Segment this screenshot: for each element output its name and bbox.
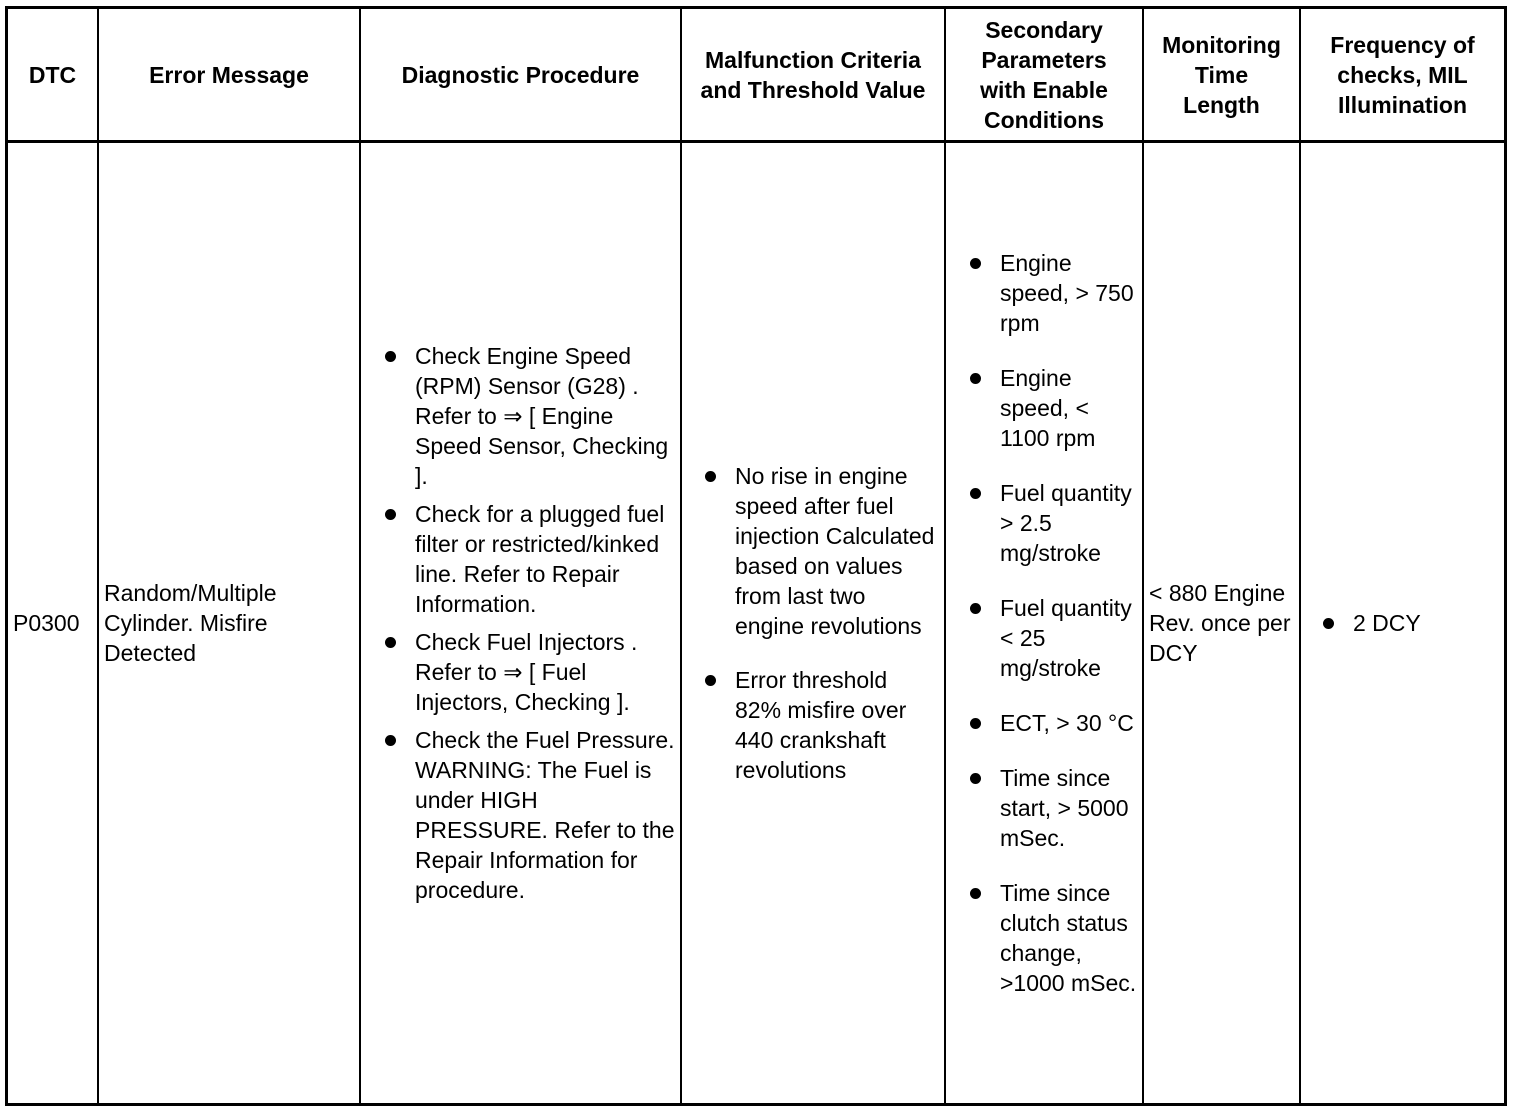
monitoring-time-cell: [1149, 143, 1294, 1103]
error-message: Random/Multiple Cylinder. Misfire Detected: [104, 580, 277, 666]
diagnostic-procedure-list: [385, 341, 675, 905]
dtc-code-cell: [13, 143, 97, 1103]
list-item: Check for a plugged fuel filter or restricted/kinked line. Refer to Repair Information.: [385, 499, 675, 619]
header-diagnostic-procedure: Diagnostic Procedure: [401, 61, 640, 88]
column-divider: [359, 9, 361, 1103]
header-error-message: Error Message: [149, 61, 309, 88]
list-item: Fuel quantity < 25 mg/stroke: [970, 593, 1142, 683]
list-item: Engine speed, > 750 rpm: [970, 248, 1142, 338]
list-item: Check the Fuel Pressure. WARNING: The Fuel is under HIGH PRESSURE. Refer to the Repair Information for procedure.: [385, 725, 675, 905]
list-item: Error threshold 82% misfire over 440 crankshaft revolutions: [705, 665, 937, 785]
column-divider: [1142, 9, 1144, 1103]
dtc-table: [5, 6, 1507, 1106]
header-secondary-parameters: Secondary Parameters with Enable Conditions: [980, 16, 1108, 133]
malfunction-criteria-cell: [705, 143, 937, 1103]
diagnostic-procedure-cell: [385, 143, 675, 1103]
dtc-code: P0300: [13, 610, 80, 636]
list-item: Check Engine Speed (RPM) Sensor (G28) . Refer to ⇒ [ Engine Speed Sensor, Checking ].: [385, 341, 675, 491]
list-item: Engine speed, < 1100 rpm: [970, 363, 1142, 453]
list-item: Fuel quantity > 2.5 mg/stroke: [970, 478, 1142, 568]
header-frequency: Frequency of checks, MIL Illumination: [1330, 31, 1475, 118]
list-item: No rise in engine speed after fuel injection Calculated based on values from last two engine revolutions: [705, 461, 937, 641]
header-malfunction-criteria: Malfunction Criteria and Threshold Value: [700, 46, 926, 103]
header-dtc: DTC: [28, 61, 77, 88]
malfunction-criteria-list: [705, 461, 937, 785]
list-item: Check Fuel Injectors . Refer to ⇒ [ Fuel Injectors, Checking ].: [385, 627, 675, 717]
error-message-cell: [104, 143, 354, 1103]
frequency-list: [1323, 608, 1421, 638]
list-item: Time since clutch status change, >1000 mSec.: [970, 878, 1142, 998]
list-item: Time since start, > 5000 mSec.: [970, 763, 1142, 853]
secondary-parameters-cell: [970, 143, 1142, 1103]
monitoring-time: < 880 Engine Rev. once per DCY: [1149, 580, 1291, 666]
column-divider: [680, 9, 682, 1103]
column-divider: [97, 9, 99, 1103]
header-monitoring-time: Monitoring Time Length: [1162, 31, 1281, 118]
column-divider: [1299, 9, 1301, 1103]
frequency-cell: [1323, 143, 1499, 1103]
list-item: ECT, > 30 °C: [970, 708, 1142, 738]
secondary-parameters-list: [970, 248, 1142, 998]
column-divider: [944, 9, 946, 1103]
list-item: 2 DCY: [1323, 608, 1421, 638]
